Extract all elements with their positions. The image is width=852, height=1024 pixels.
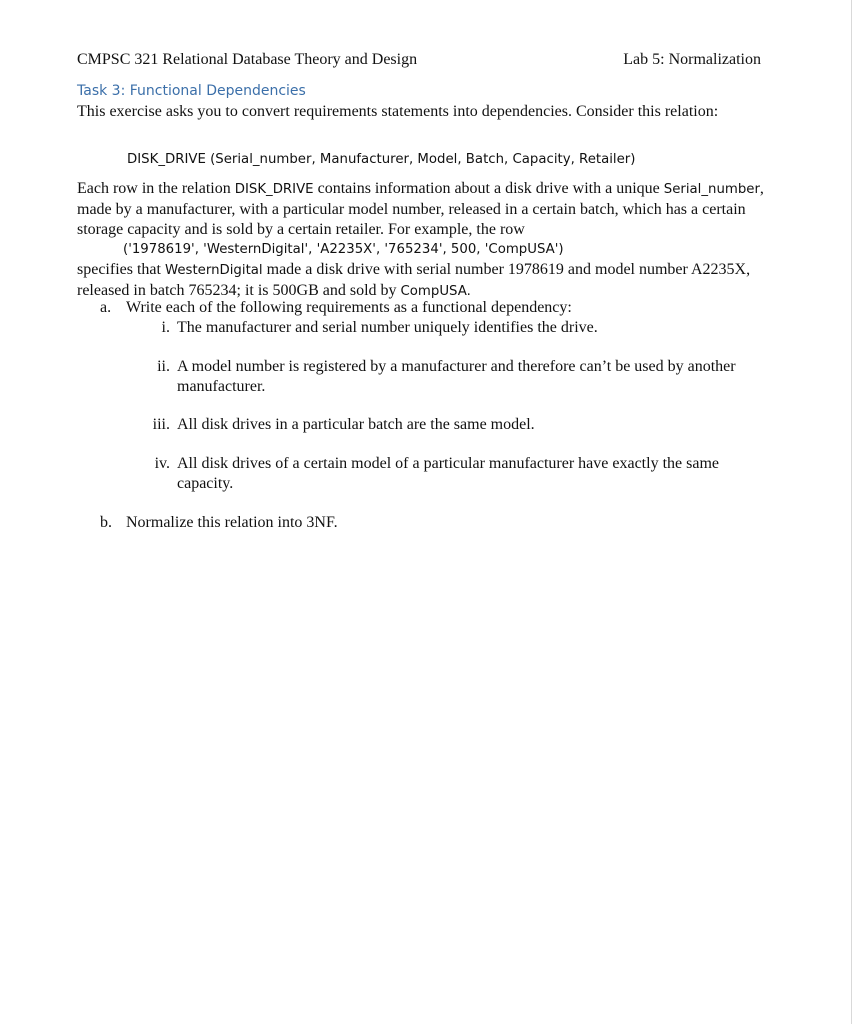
- requirement-text: All disk drives in a particular batch are the same model.: [177, 416, 535, 433]
- requirement-text: All disk drives of a certain model of a particular manufacturer have exactly the same capacity.: [177, 455, 719, 492]
- manufacturer-name: WesternDigital: [164, 263, 263, 278]
- relation-name: DISK_DRIVE: [234, 182, 314, 197]
- lab-title: Lab 5: Normalization: [623, 51, 761, 68]
- requirement-item: [152, 415, 762, 435]
- course-title: CMPSC 321 Relational Database Theory and Design: [77, 51, 418, 68]
- task-intro: This exercise asks you to convert requirements statements into dependencies. Consider this relation:: [77, 103, 719, 120]
- description-text: , made by a manufacturer, with a particular model number, released in a certain batch, which has a certain storage capacity and is sold by a certain retailer. For example, the row: [77, 180, 764, 238]
- requirement-text: A model number is registered by a manufacturer and therefore can’t be used by another manufacturer.: [177, 358, 736, 395]
- serial-field-name: Serial_number: [663, 182, 760, 197]
- requirement-numeral: ii.: [157, 358, 170, 375]
- requirement-item: [154, 454, 762, 494]
- relation-description: [77, 179, 767, 302]
- description-text: specifies that: [77, 261, 165, 278]
- question-text: Normalize this relation into 3NF.: [126, 514, 338, 531]
- requirement-item: [157, 357, 762, 397]
- requirement-numeral: iv.: [154, 455, 170, 472]
- task-heading: Task 3: Functional Dependencies: [77, 83, 306, 99]
- requirement-text: The manufacturer and serial number uniquely identifies the drive.: [177, 319, 598, 336]
- requirement-numeral: iii.: [152, 416, 170, 433]
- question-text: Write each of the following requirements as a functional dependency:: [126, 299, 572, 316]
- example-row: ('1978619', 'WesternDigital', 'A2235X', '765234', 500, 'CompUSA'): [123, 242, 564, 257]
- question-marker: b.: [100, 514, 112, 531]
- question-marker: a.: [100, 299, 112, 316]
- description-paragraph: [77, 260, 767, 302]
- description-text: contains information about a disk drive with a unique: [313, 180, 664, 197]
- requirement-item: [161, 318, 762, 338]
- description-paragraph: [77, 179, 767, 240]
- description-text: .: [466, 284, 471, 299]
- description-text: Each row in the relation: [77, 180, 235, 197]
- description-text: made a disk drive with serial number 1978619 and model number A2235X, released in batch 765234; it is 500GB and sold by: [77, 261, 751, 299]
- retailer-name: CompUSA: [400, 284, 467, 299]
- question-b: [100, 513, 338, 533]
- question-a: [100, 298, 572, 318]
- requirement-numeral: i.: [161, 319, 170, 336]
- relation-schema: DISK_DRIVE (Serial_number, Manufacturer, Model, Batch, Capacity, Retailer): [127, 152, 636, 167]
